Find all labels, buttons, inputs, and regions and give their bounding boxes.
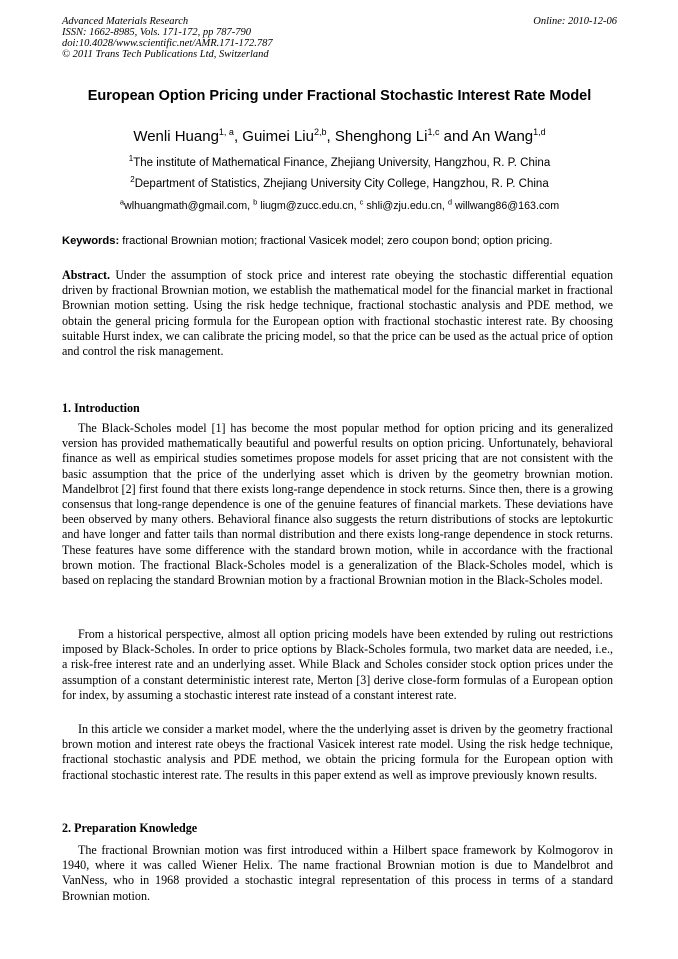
author-name: Shenghong Li [334, 128, 428, 145]
email-sup: c [359, 197, 364, 207]
journal-name: Advanced Materials Research [62, 16, 189, 27]
affiliation-text: Department of Statistics, Zhejiang University City College, Hangzhou, R. P. China [134, 178, 549, 190]
affiliation-sup: 2 [130, 175, 135, 185]
body-paragraph: From a historical perspective, almost all option pricing models have been extended by ruling out restrictions imposed by Black-Scholes. In order to price options by Black-Scholes formula, two market data are needed, i.e., a risk-free interest rate and an underlying asset. While Black and Scholes consider stock option prices under the assumption of a constant deterministic interest rate, Merton [3] derive close-form formulas of a European option for index, by assuming a stochastic interest rate instead of a constant interest rate. [62, 627, 613, 702]
issn-line: ISSN: 1662-8985, Vols. 171-172, pp 787-790 [62, 27, 251, 38]
email-address[interactable]: liugm@zucc.edu.cn, [257, 200, 360, 212]
email-sup: a [119, 197, 125, 207]
affiliation-2 [62, 177, 617, 191]
email-sup: b [253, 197, 258, 207]
email-address[interactable]: wlhuangmath@gmail.com, [124, 200, 254, 212]
email-address[interactable]: willwang86@163.com [452, 200, 560, 212]
abstract-text: Under the assumption of stock price and interest rate obeying the stochastic differential equation driven by fractional Brownian motion, we establish the mathematical model for the financial market in fractional Brownian motion setting. Using the risk hedge technique, fractional stochastic analysis and PDE method, we obtain the general pricing formula for the European option with fractional stochastic interest rate. By choosing suitable Hurst index, we can calibrate the pricing model, so that the price can be used as the actual price of option and control the risk management. [62, 268, 613, 359]
doi-line: doi:10.4028/www.scientific.net/AMR.171-172.787 [62, 38, 273, 49]
body-paragraph: In this article we consider a market model, where the the underlying asset is driven by the geometry fractional brown motion and interest rate obeys the fractional Vasicek interest rate model. Using the risk hedge technique, fractional stochastic analysis and PDE method, we obtain the pricing formula for the European option with fractional stochastic interest rate. The results in this paper extend as well as improve previously known results. [62, 722, 613, 782]
email-address[interactable]: shli@zju.edu.cn, [363, 200, 448, 212]
paper-title: European Option Pricing under Fractional Stochastic Interest Rate Model [87, 88, 592, 104]
author-separator: and [439, 128, 472, 145]
keywords-text: fractional Brownian motion; fractional Vasicek model; zero coupon bond; option pricing. [119, 235, 553, 247]
author-name: Guimei Liu [242, 128, 314, 145]
online-date: Online: 2010-12-06 [533, 16, 617, 27]
keywords-label: Keywords: [62, 235, 120, 247]
journal-header [62, 16, 617, 60]
affiliation-sup: 1 [128, 154, 134, 164]
affiliation-1 [62, 156, 617, 170]
abstract-label: Abstract. [62, 268, 111, 282]
author-affil-sup: 2,b [313, 127, 327, 137]
author-affil-sup: 1, a [218, 127, 234, 137]
affiliation-text: The institute of Mathematical Finance, Zhejiang University, Hangzhou, R. P. China [133, 157, 551, 169]
body-paragraph: The Black-Scholes model [1] has become the most popular method for option pricing and its generalized version has provided mathematically beautiful and powerful results on option pricing. Unfortunately, behavioral finance as well as empirical studies sometimes propose models for asset pricing that are not consistent with the basic assumption that the price of the underlying asset which is driven by the geometry brownian motion. Mandelbrot [2] first found that there exists long-range dependence in stock returns. Since then, there is a growing consensus that long-range dependence is one of the genuine features of financial markets. These deviations have been observed by many others. Behavioral finance also suggests the return distributions of stocks are leptokurtic and have longer and fatter tails than normal distribution and there exists long-range dependence in stock returns. These features have some difference with the standard brown motion, while in accordance with the fractional brown motion. The fractional Black-Scholes model is a generalization of the Black-Scholes model, which is based on replacing the standard Brownian motion by a fractional Brownian motion in the Black-Scholes model. [62, 421, 613, 588]
body-paragraph: The fractional Brownian motion was first introduced within a Hilbert space framework by Kolmogorov in 1940, where it was called Wiener Helix. The name fractional Brownian motion is due to Mandelbrot and VanNess, who in 1968 provided a stochastic integral representation of this process in terms of a standard Brownian motion. [62, 843, 613, 903]
copyright-line: © 2011 Trans Tech Publications Ltd, Switzerland [62, 49, 269, 60]
section-heading: 2. Preparation Knowledge [62, 821, 198, 835]
email-sup: d [447, 197, 453, 207]
author-list [62, 128, 617, 146]
section-heading: 1. Introduction [62, 401, 140, 415]
author-separator: , [326, 128, 335, 145]
author-affil-sup: 1,d [533, 127, 546, 137]
author-affil-sup: 1,c [427, 127, 440, 137]
author-name: An Wang [472, 128, 534, 145]
author-name: Wenli Huang [133, 128, 219, 145]
keywords [62, 234, 622, 248]
author-separator: , [233, 128, 243, 145]
abstract [62, 268, 613, 359]
email-list [62, 199, 617, 213]
